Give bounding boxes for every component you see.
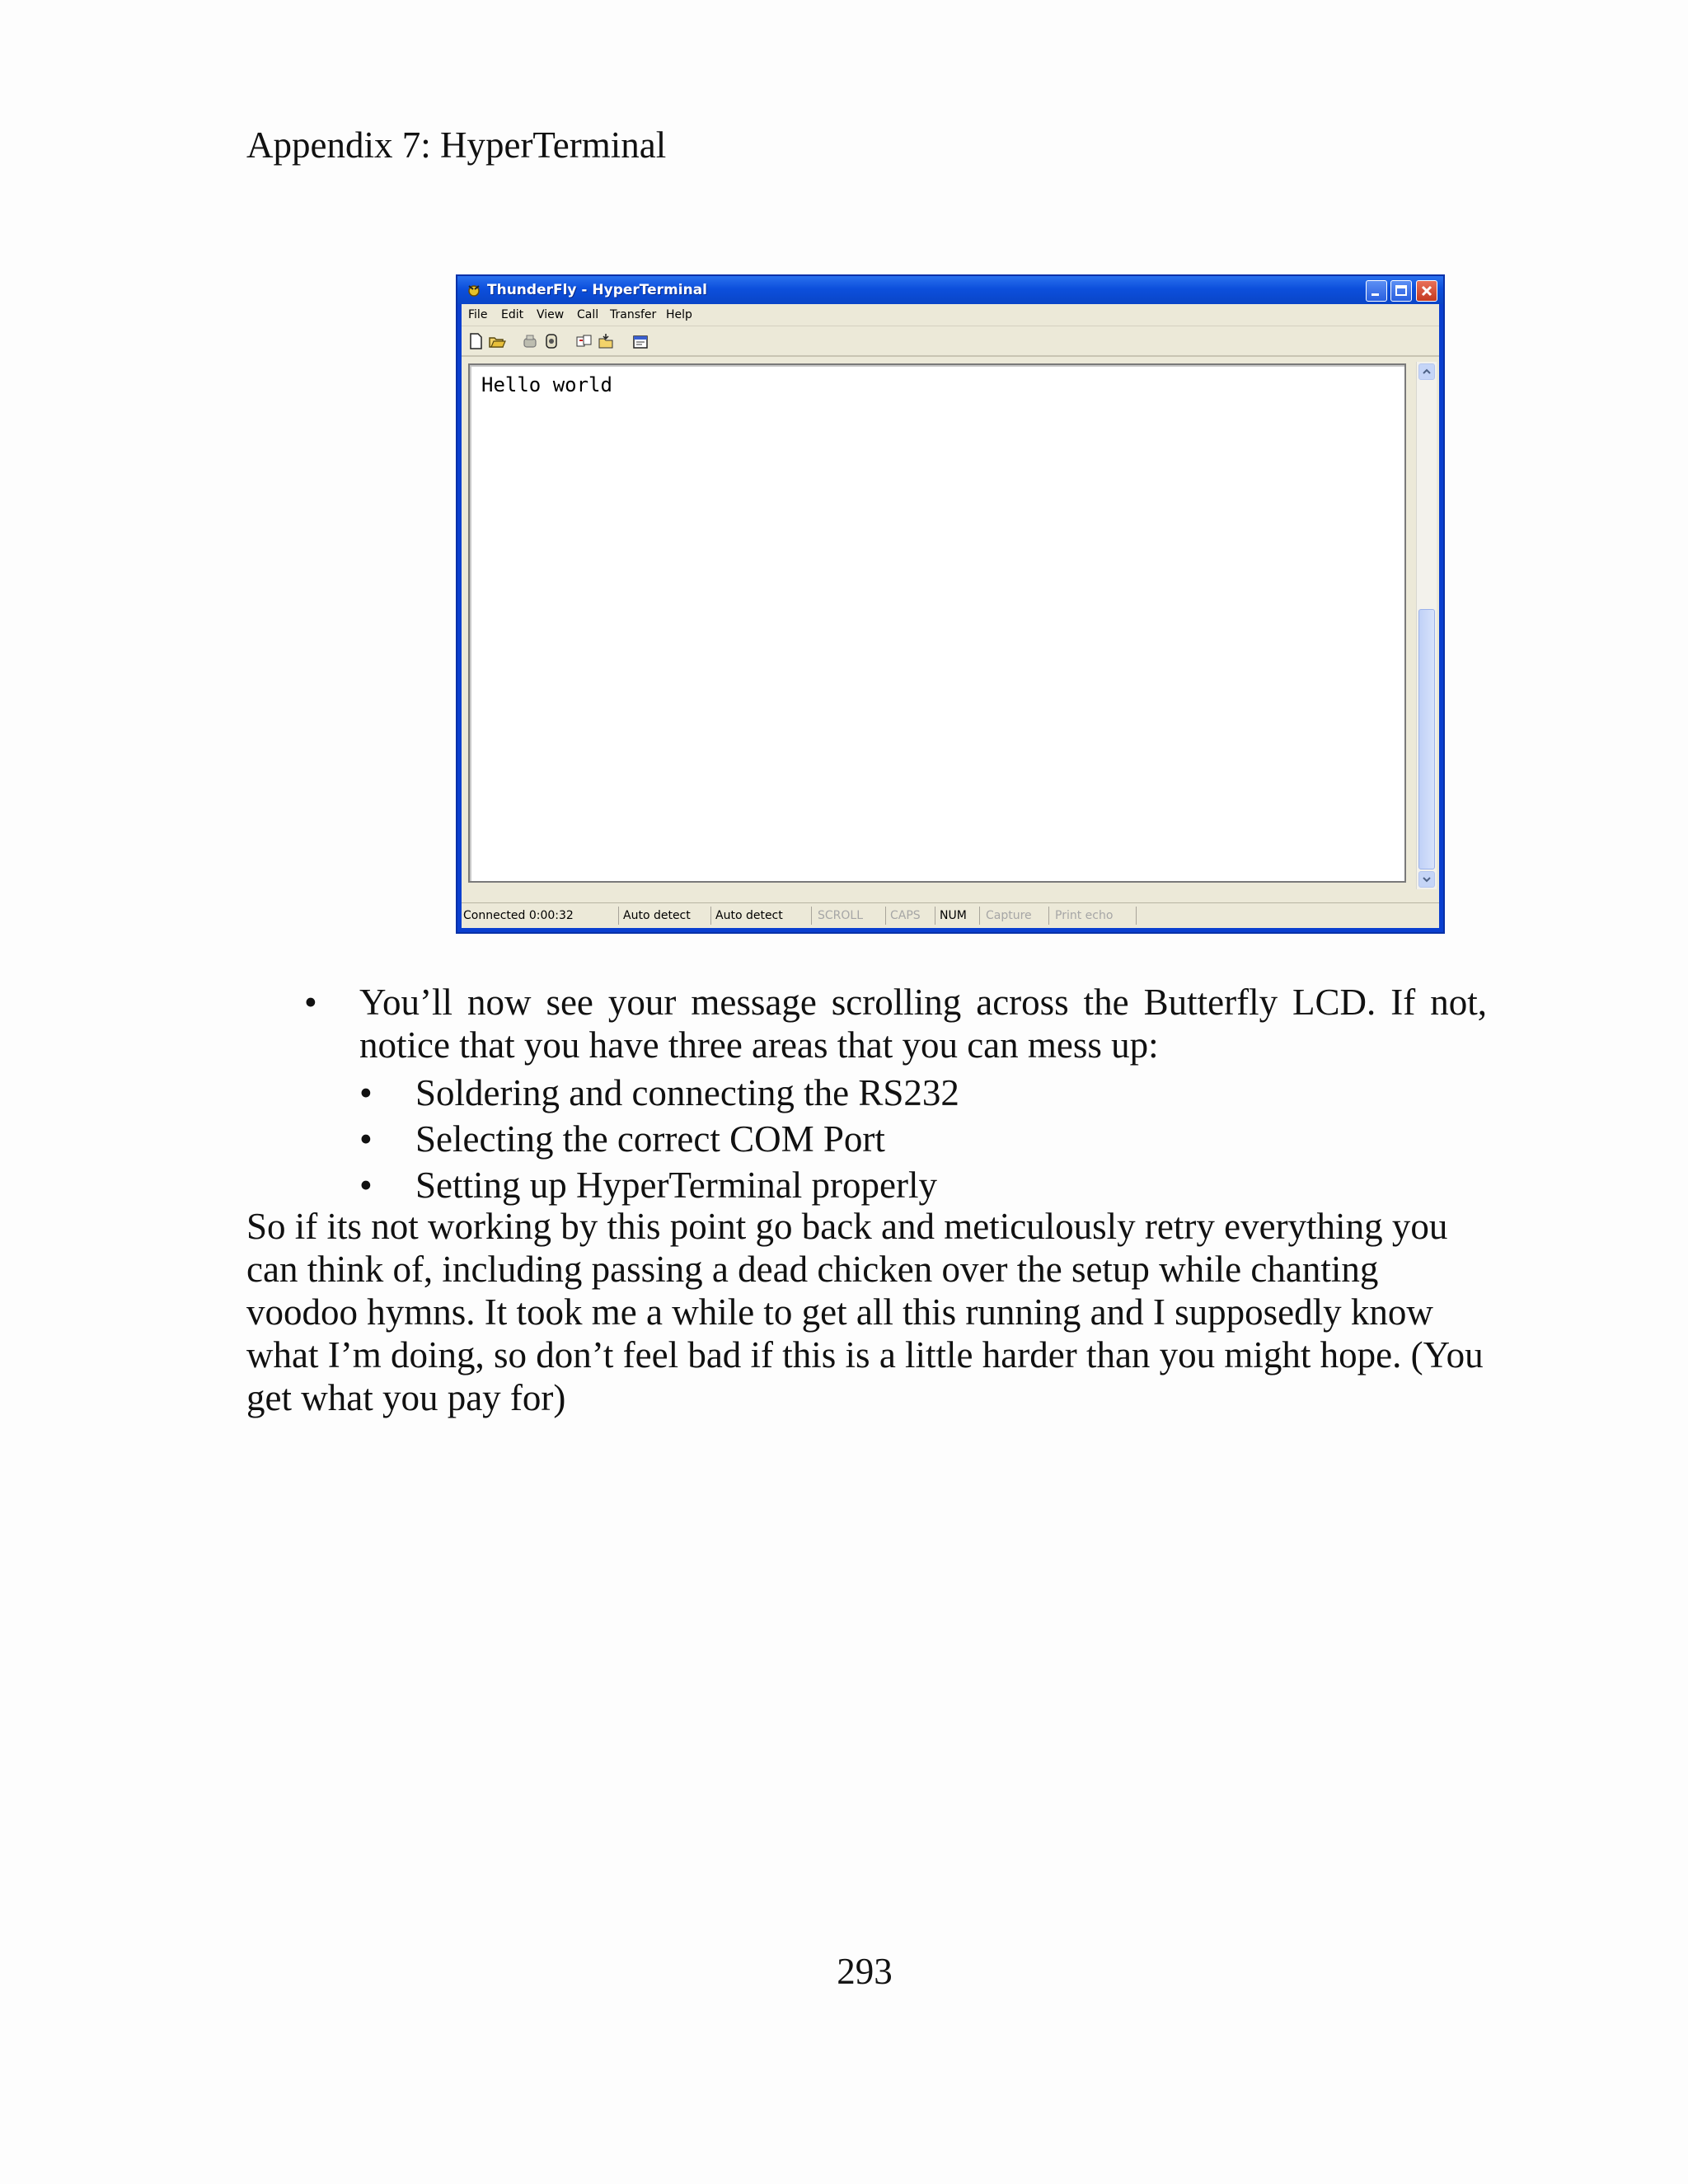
- scroll-up-button[interactable]: [1418, 363, 1435, 380]
- status-auto-detect-2: Auto detect: [715, 909, 783, 922]
- status-caps: CAPS: [890, 909, 921, 922]
- page-heading: Appendix 7: HyperTerminal: [246, 124, 667, 166]
- bullet-dot: •: [304, 982, 317, 1023]
- sub-bullet-text: Setting up HyperTerminal properly: [415, 1165, 937, 1206]
- menu-call[interactable]: Call: [577, 308, 599, 321]
- status-divider: [885, 907, 886, 925]
- minimize-button[interactable]: [1366, 280, 1387, 302]
- window-client-area: [462, 304, 1439, 928]
- status-divider: [618, 907, 619, 925]
- status-divider: [1048, 907, 1049, 925]
- chevron-down-icon: [1419, 872, 1434, 887]
- status-capture: Capture: [986, 909, 1032, 922]
- status-divider: [1136, 907, 1137, 925]
- list-item: [246, 981, 1487, 1066]
- list-item: [246, 1070, 1487, 1116]
- status-divider: [811, 907, 812, 925]
- status-print-echo: Print echo: [1055, 909, 1114, 922]
- bullet-dot: •: [359, 1072, 373, 1113]
- menu-bar: [462, 304, 1439, 326]
- menu-view[interactable]: View: [537, 308, 565, 321]
- title-bar: [457, 276, 1443, 304]
- list-item: [246, 1162, 1487, 1208]
- send-icon[interactable]: [575, 332, 593, 350]
- disconnect-icon[interactable]: [521, 332, 539, 350]
- status-scroll: SCROLL: [818, 909, 864, 922]
- scrollbar-thumb[interactable]: [1418, 609, 1435, 869]
- window-title: ThunderFly - HyperTerminal: [487, 282, 707, 298]
- maximize-icon: [1391, 281, 1411, 301]
- scroll-down-button[interactable]: [1418, 871, 1435, 888]
- status-connected: Connected 0:00:32: [463, 909, 574, 922]
- sub-bullet-text: Soldering and connecting the RS232: [415, 1072, 959, 1113]
- terminal-text: Hello world: [481, 373, 612, 396]
- close-icon: [1417, 281, 1437, 301]
- list-item: [246, 1116, 1487, 1162]
- sub-bullet-text: Selecting the correct COM Port: [415, 1118, 885, 1160]
- chevron-up-icon: [1419, 364, 1434, 379]
- close-button[interactable]: [1416, 280, 1437, 302]
- new-connection-icon[interactable]: [467, 332, 485, 350]
- bullet-dot: •: [359, 1165, 373, 1206]
- thunderfly-app-icon: [466, 282, 482, 298]
- status-num: NUM: [940, 909, 967, 922]
- receive-icon[interactable]: [597, 332, 615, 350]
- menu-transfer[interactable]: Transfer: [610, 308, 657, 321]
- dial-icon[interactable]: [542, 332, 560, 350]
- maximize-button[interactable]: [1390, 280, 1412, 302]
- minimize-icon: [1367, 281, 1386, 301]
- menu-edit[interactable]: Edit: [501, 308, 524, 321]
- page-number: 293: [837, 1951, 893, 1992]
- body-paragraph: So if its not working by this point go back and meticulously retry everything you can think of, including passing a dead chicken over the setup while chanting voodoo hymns. It took me a while to get all this running and I supposedly know what I’m doing, so don’t feel bad if this is a little harder than you might hope. (You get what you pay for): [246, 1206, 1484, 1418]
- vertical-scrollbar[interactable]: [1416, 362, 1437, 889]
- status-divider: [979, 907, 980, 925]
- menu-help[interactable]: Help: [666, 308, 692, 321]
- hyperterminal-window: [456, 274, 1445, 934]
- sub-list-container: [246, 1070, 1487, 1208]
- sub-bullet-list: [246, 1070, 1487, 1208]
- bullet-text: You’ll now see your message scrolling across the Butterfly LCD. If not, notice that you have three areas that you can mess up:: [359, 982, 1487, 1066]
- toolbar: [462, 327, 1439, 357]
- properties-icon[interactable]: [631, 332, 649, 350]
- bullet-list: [246, 981, 1487, 1208]
- terminal-area[interactable]: [468, 363, 1406, 883]
- status-auto-detect-1: Auto detect: [623, 909, 691, 922]
- status-bar: [462, 902, 1439, 928]
- bullet-dot: •: [359, 1118, 373, 1160]
- menu-file[interactable]: File: [468, 308, 488, 321]
- open-icon[interactable]: [488, 332, 506, 350]
- status-divider: [710, 907, 711, 925]
